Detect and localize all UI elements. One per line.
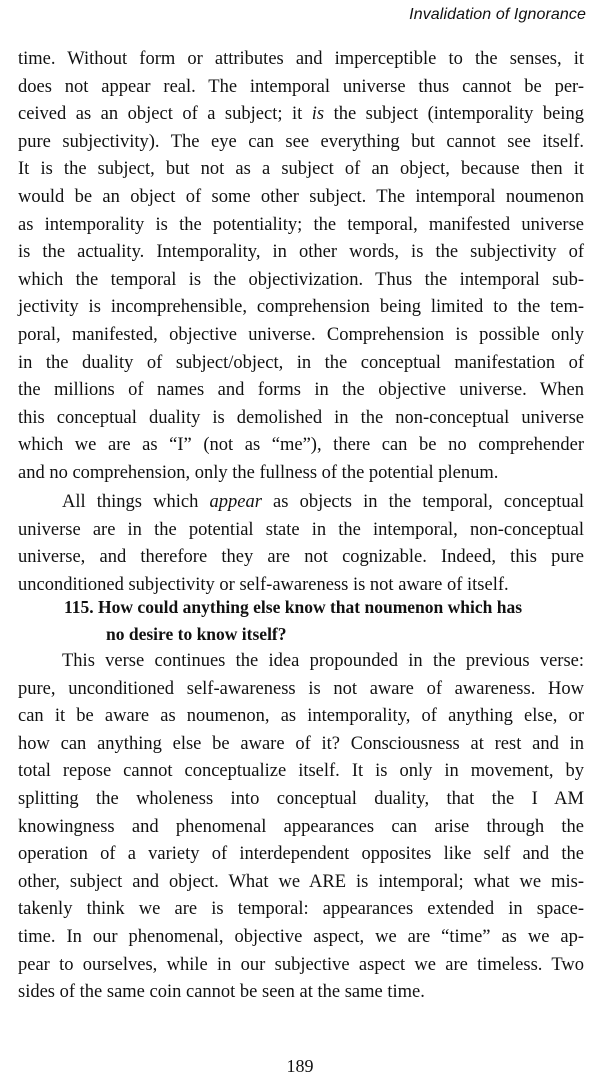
paragraph-3-line: sides of the same coin cannot be seen at the same time.	[18, 982, 425, 1003]
verse-text-1: How could anything else know that noumenon which has	[98, 597, 523, 617]
paragraph-1-line: poral, manifested, objective universe. Comprehension is possible only	[18, 324, 584, 345]
verse-115-question	[64, 594, 598, 648]
paragraph-2-line: unconditioned subjectivity or self-awareness is not aware of itself.	[18, 574, 509, 595]
paragraph-2-line: universe, and therefore they are not cognizable. Indeed, this pure	[18, 547, 584, 568]
paragraph-3-line: how can anything else be aware of it? Consciousness at rest and in	[18, 733, 584, 754]
paragraph-3-line: takenly think we are is temporal: appearances extended in space-	[18, 899, 584, 920]
paragraph-3-line: operation of a variety of interdependent opposites like self and the	[18, 844, 584, 865]
paragraph-3-line: This verse continues the idea propounded in the previous verse:	[62, 651, 584, 671]
verse-number: 115.	[64, 597, 94, 617]
paragraph-1-line: pure subjectivity). The eye can see everything but cannot see itself.	[18, 131, 584, 152]
page-number: 189	[286, 1056, 314, 1076]
paragraph-1	[18, 46, 584, 488]
paragraph-3-line: other, subject and object. What we ARE is intemporal; what we mis-	[18, 871, 584, 892]
paragraph-1-line: jectivity is incomprehensible, comprehension being limited to the tem-	[18, 297, 584, 318]
verse-line-1	[64, 594, 598, 621]
paragraph-2-line: All things which appear as objects in the temporal, conceptual	[62, 492, 584, 512]
paragraph-1-line: It is the subject, but not as a subject of an object, because then it	[18, 159, 584, 180]
paragraph-1-line: the millions of names and forms in the objective universe. When	[18, 380, 584, 401]
running-head: Invalidation of Ignorance	[409, 6, 586, 23]
paragraph-3	[18, 648, 584, 1007]
paragraph-1-line: is the actuality. Intemporality, in other words, is the subjectivity of	[18, 242, 584, 263]
paragraph-1-line: this conceptual duality is demolished in the non-conceptual universe	[18, 407, 584, 428]
verse-line-2: no desire to know itself?	[106, 624, 287, 644]
paragraph-3-line: total repose cannot conceptualize itself. It is only in movement, by	[18, 761, 584, 782]
paragraph-2-line: universe are in the potential state in the intemporal, non-conceptual	[18, 519, 584, 540]
paragraph-1-line: and no comprehension, only the fullness of the potential plenum.	[18, 462, 499, 483]
paragraph-3-line: can it be aware as noumenon, as intemporality, of anything else, or	[18, 706, 584, 727]
paragraph-3-line: pure, unconditioned self-awareness is not aware of awareness. How	[18, 678, 584, 699]
paragraph-1-line: would be an object of some other subject. The intemporal noumenon	[18, 186, 584, 207]
paragraph-1-line: as intemporality is the potentiality; the temporal, manifested universe	[18, 214, 584, 235]
paragraph-1-line: which we are as “I” (not as “me”), there can be no comprehender	[18, 435, 584, 456]
paragraph-1-line: in the duality of subject/object, in the conceptual manifestation of	[18, 352, 584, 373]
paragraph-1-line: does not appear real. The intemporal universe thus cannot be per-	[18, 76, 584, 97]
paragraph-3-line: pear to ourselves, while in our subjective aspect we are timeless. Two	[18, 954, 584, 975]
paragraph-1-line: ceived as an object of a subject; it is the subject (intemporality being	[18, 104, 585, 125]
paragraph-3-line: knowingness and phenomenal appearances can arise through the	[18, 816, 584, 837]
paragraph-2	[18, 489, 584, 599]
paragraph-1-line: time. Without form or attributes and imperceptible to the senses, it	[18, 49, 584, 69]
paragraph-3-line: time. In our phenomenal, objective aspect, we are “time” as we ap-	[18, 926, 584, 947]
paragraph-1-line: which the temporal is the objectivization. Thus the intemporal sub-	[18, 269, 584, 290]
paragraph-3-line: splitting the wholeness into conceptual duality, that the I AM	[18, 788, 584, 809]
